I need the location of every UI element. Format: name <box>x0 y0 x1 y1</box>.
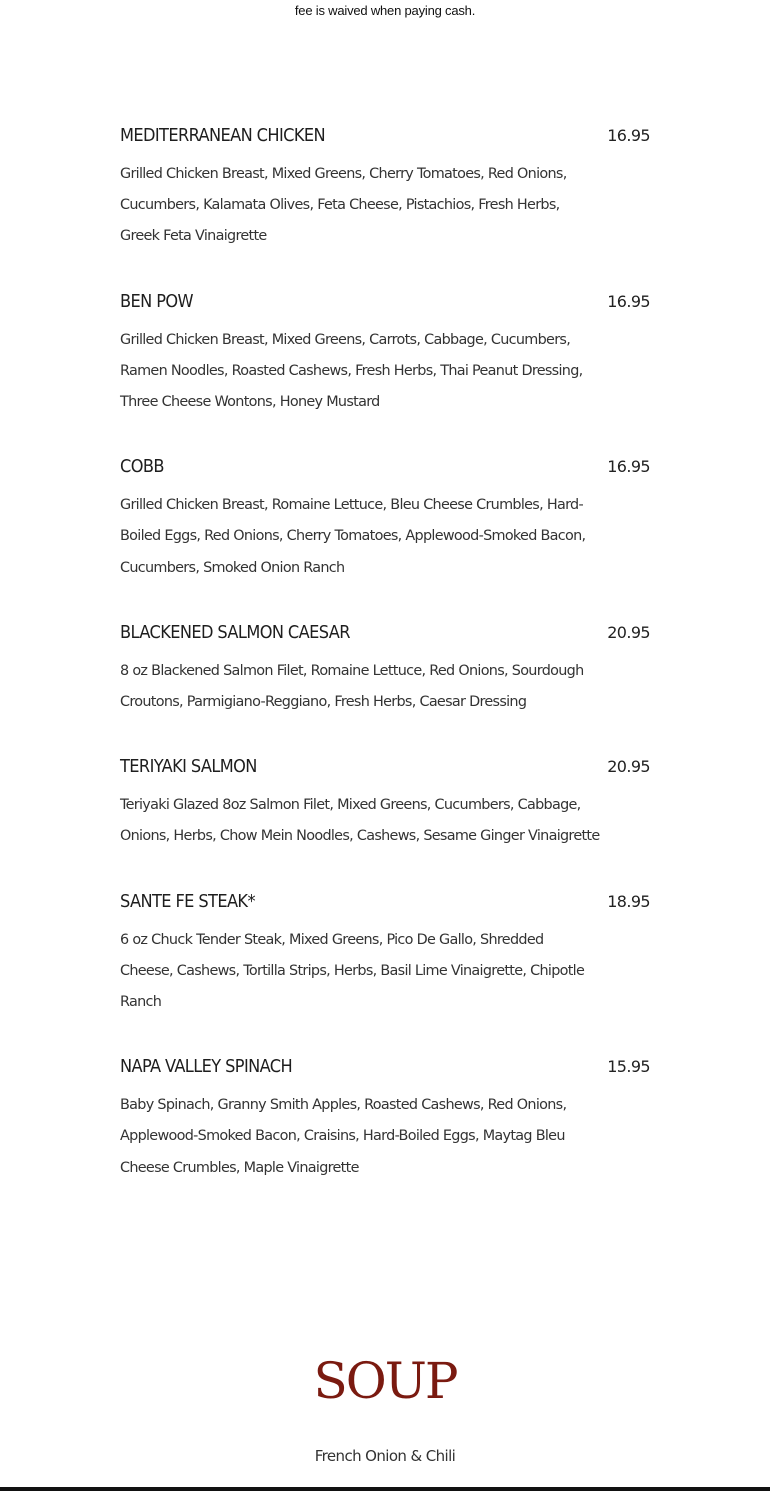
menu-item <box>120 756 650 852</box>
menu-item-header <box>120 456 650 484</box>
menu-item-price: 16.95 <box>607 457 650 477</box>
menu-item-description: 8 oz Blackened Salmon Filet, Romaine Lettuce, Red Onions, Sourdough Croutons, Parmigiano-Reggiano, Fresh Herbs, Caesar Dressing <box>120 662 584 711</box>
fee-notice: fee is waived when paying cash. <box>294 3 476 18</box>
menu-item-header <box>120 291 650 319</box>
menu-item-header <box>120 891 650 919</box>
menu-item-name: COBB <box>120 456 164 478</box>
menu-item-name: NAPA VALLEY SPINACH <box>120 1056 293 1078</box>
menu-item-description: Grilled Chicken Breast, Mixed Greens, Cherry Tomatoes, Red Onions, Cucumbers, Kalamata Olives, Feta Cheese, Pistachios, Fresh Herbs, Greek Feta Vinaigrette <box>120 166 567 245</box>
menu-item-header <box>120 622 650 650</box>
menu-item-header <box>120 125 650 153</box>
menu-item <box>120 456 650 584</box>
bottom-divider <box>0 1487 770 1491</box>
menu-item-name: MEDITERRANEAN CHICKEN <box>120 125 326 146</box>
menu-item <box>120 622 650 718</box>
menu-item-name: BLACKENED SALMON CAESAR <box>120 621 350 643</box>
menu-item-name: TERIYAKI SALMON <box>120 756 257 778</box>
salad-menu-list <box>120 125 650 1222</box>
menu-item-header <box>120 756 650 784</box>
menu-item-description: Teriyaki Glazed 8oz Salmon Filet, Mixed Greens, Cucumbers, Cabbage, Onions, Herbs, Chow Mein Noodles, Cashews, Sesame Ginger Vinaigrette <box>120 797 600 845</box>
menu-item-description: Baby Spinach, Granny Smith Apples, Roasted Cashews, Red Onions, Applewood-Smoked Bacon, Craisins, Hard-Boiled Eggs, Maytag Bleu Cheese Crumbles, Maple Vinaigrette <box>120 1097 567 1176</box>
menu-item-price: 16.95 <box>607 291 650 311</box>
menu-item-name: BEN POW <box>120 290 193 312</box>
menu-item <box>120 291 650 419</box>
menu-item-price: 18.95 <box>607 891 650 911</box>
soup-description: French Onion & Chili <box>314 1447 456 1465</box>
menu-item-price: 20.95 <box>607 757 650 777</box>
menu-item-description: Grilled Chicken Breast, Romaine Lettuce, Bleu Cheese Crumbles, Hard-Boiled Eggs, Red Onions, Cherry Tomatoes, Applewood-Smoked Bacon, Cucumbers, Smoked Onion Ranch <box>120 497 586 576</box>
soup-section-title: SOUP <box>313 1352 457 1410</box>
menu-item <box>120 891 650 1019</box>
menu-item-header <box>120 1056 650 1084</box>
menu-item <box>120 1056 650 1184</box>
menu-item <box>120 125 650 253</box>
menu-item-price: 20.95 <box>607 622 650 642</box>
menu-item-price: 15.95 <box>607 1057 650 1077</box>
menu-item-price: 16.95 <box>607 126 650 145</box>
menu-item-name: SANTE FE STEAK* <box>120 890 255 912</box>
menu-item-description: Grilled Chicken Breast, Mixed Greens, Carrots, Cabbage, Cucumbers, Ramen Noodles, Roasted Cashews, Fresh Herbs, Thai Peanut Dressing, Three Cheese Wontons, Honey Mustard <box>120 331 583 411</box>
menu-item-description: 6 oz Chuck Tender Steak, Mixed Greens, Pico De Gallo, Shredded Cheese, Cashews, Tortilla Strips, Herbs, Basil Lime Vinaigrette, Chipotle Ranch <box>120 931 585 1011</box>
